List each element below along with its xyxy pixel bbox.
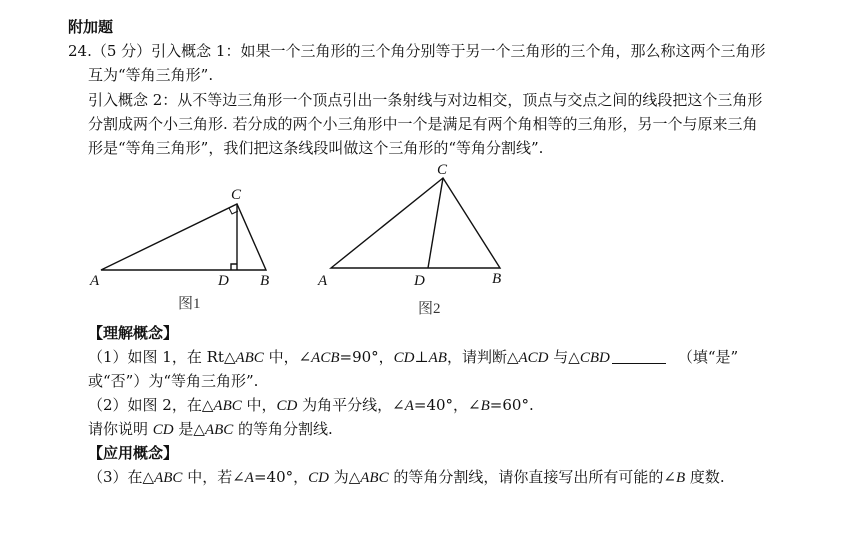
fig2-caption: 图2: [418, 301, 441, 317]
fig1-caption: 图1: [178, 296, 201, 312]
section-understand-title: 【理解概念】: [88, 324, 179, 342]
question-2-line-2: 请你说明 CD 是△ABC 的等角分割线.: [88, 420, 333, 438]
question-1-line-1: （1）如图 1，在 Rt△ABC 中，∠ACB=90°，CD⊥AB，请判断△ACD 与△CBD （填“是”: [88, 348, 739, 366]
answer-blank-1[interactable]: [612, 349, 666, 364]
question-1-line-2: 或“否”）为“等角三角形”.: [88, 372, 259, 390]
section-heading: 附加题: [68, 18, 114, 36]
fig1-triangle: [101, 204, 266, 270]
fig2-triangle: [331, 178, 500, 268]
fig1-label-D: D: [218, 273, 229, 289]
fig2-label-B: B: [492, 271, 502, 287]
intro-line-3: 引入概念 2：从不等边三角形一个顶点引出一条射线与对边相交，顶点与交点之间的线段把这个三角形: [88, 91, 763, 109]
intro-line-4: 分割成两个小三角形. 若分成的两个小三角形中一个是满足有两个角相等的三角形，另一个与原来三角: [88, 115, 758, 133]
fig1-right-angle-foot: [231, 264, 237, 270]
section-apply-title: 【应用概念】: [88, 444, 179, 462]
question-2-line-1: （2）如图 2，在△ABC 中，CD 为角平分线，∠A=40°，∠B=60°.: [88, 396, 534, 414]
intro-line-1: 24.（5 分）引入概念 1：如果一个三角形的三个角分别等于另一个三角形的三个角，那么称这两个三角形: [68, 42, 766, 60]
intro-line-5: 形是“等角三角形”，我们把这条线段叫做这个三角形的“等角分割线”.: [88, 139, 544, 157]
fig1-label-B: B: [260, 273, 270, 289]
fig2-bisector: [428, 178, 443, 268]
fig2-label-A: A: [318, 273, 328, 289]
intro-line-2: 互为“等角三角形”.: [88, 66, 214, 84]
fig2-label-C: C: [437, 162, 448, 178]
fig2-label-D: D: [414, 273, 425, 289]
question-3-line-1: （3）在△ABC 中，若∠A=40°，CD 为△ABC 的等角分割线，请你直接写出所有可能的∠B 度数.: [88, 468, 725, 486]
fig1-label-A: A: [90, 273, 100, 289]
fig1-label-C: C: [231, 187, 242, 203]
